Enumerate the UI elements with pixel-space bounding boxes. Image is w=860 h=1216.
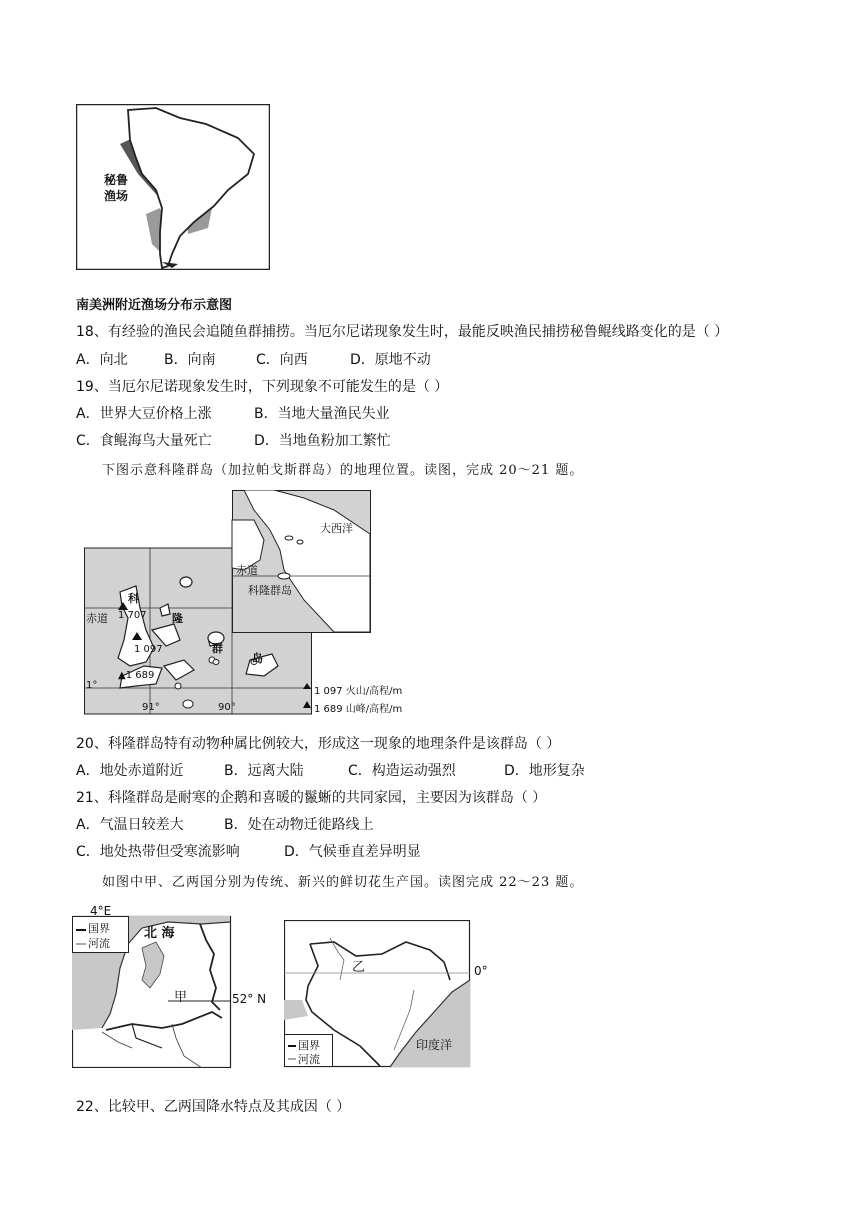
q21-option-d[interactable]: D．气候垂直差异明显: [284, 844, 421, 860]
fishery-label-line1: 秘鲁: [104, 173, 129, 187]
south-america-fishery-map: [76, 104, 270, 270]
lon-90-label: 90°: [218, 702, 236, 713]
q21-option-a[interactable]: A．气温日较差大: [76, 817, 184, 833]
indian-ocean-label: 印度洋: [416, 1038, 453, 1052]
q20-option-d[interactable]: D．地形复杂: [504, 763, 585, 779]
q22-stem: 22、比较甲、乙两国降水特点及其成因（ ）: [76, 1099, 351, 1115]
country-jia-map: [72, 904, 268, 1068]
country-yi-map: [284, 920, 494, 1068]
inset-ocean-label: 大西洋: [320, 522, 353, 535]
jia-lat-label: 52° N: [232, 992, 267, 1006]
lon-91-label: 91°: [142, 702, 160, 713]
q19-option-d[interactable]: D．当地鱼粉加工繁忙: [254, 433, 391, 449]
legend-volcano: 1 097 火山/高程/m: [314, 686, 403, 697]
yi-legend-border: 国界: [298, 1039, 320, 1052]
volcano-1097: 1 097: [134, 644, 163, 655]
lat-1-label: 1°: [86, 680, 98, 691]
q18-options: [76, 350, 776, 370]
inset-islands-label: 科隆群岛: [248, 584, 292, 597]
map1-caption: 南美洲附近渔场分布示意图: [76, 298, 233, 313]
q20-option-b[interactable]: B．远离大陆: [224, 763, 304, 779]
q20-option-a[interactable]: A．地处赤道附近: [76, 763, 184, 779]
fishery-label: [104, 172, 128, 204]
q21-options-row2: [76, 842, 776, 862]
yi-legend-river: 河流: [298, 1053, 320, 1066]
jia-legend-river: 河流: [88, 937, 110, 950]
q21-options-row1: [76, 815, 776, 835]
q19-option-b[interactable]: B．当地大量渔民失业: [254, 406, 390, 422]
intro-20-21: 下图示意科隆群岛（加拉帕戈斯群岛）的地理位置。读图，完成 20～21 题。: [102, 463, 584, 478]
galapagos-equator-label: 赤道: [86, 612, 108, 625]
galapagos-label-dao: 岛: [252, 652, 263, 665]
galapagos-label-ke: 科: [128, 592, 139, 605]
q19-option-c[interactable]: C．食鲲海鸟大量死亡: [76, 433, 212, 449]
galapagos-label-qun: 群: [212, 642, 223, 655]
jia-lon-label: 4°E: [90, 904, 112, 918]
intro-22-23: 如图中甲、乙两国分别为传统、新兴的鲜切花生产国。读图完成 22～23 题。: [102, 875, 584, 890]
galapagos-label-long: 隆: [172, 612, 183, 625]
yi-lat-label: 0°: [474, 964, 488, 978]
q20-stem: 20、科隆群岛特有动物种属比例较大，形成这一现象的地理条件是该群岛（ ）: [76, 736, 561, 752]
peak-1689: ▲1 689: [118, 670, 155, 681]
q18-option-c[interactable]: C．向西: [256, 352, 308, 368]
q18-stem: 18、有经验的渔民会追随鱼群捕捞。当厄尔尼诺现象发生时，最能反映渔民捕捞秘鲁鲲线路变化的是（ ）: [76, 324, 729, 340]
volcano-1707: 1 707: [118, 610, 147, 621]
q21-option-b[interactable]: B．处在动物迁徙路线上: [224, 817, 374, 833]
q18-option-a[interactable]: A．向北: [76, 352, 128, 368]
q18-option-d[interactable]: D．原地不动: [350, 352, 431, 368]
q19-options-row2: [76, 431, 776, 451]
q20-option-c[interactable]: C．构造运动强烈: [348, 763, 456, 779]
q19-option-a[interactable]: A．世界大豆价格上涨: [76, 406, 212, 422]
q18-option-b[interactable]: B．向南: [164, 352, 216, 368]
fishery-label-line2: 渔场: [104, 189, 129, 203]
galapagos-map: [84, 490, 424, 720]
north-sea-label: 北 海: [144, 926, 175, 941]
q20-options: [76, 761, 776, 781]
jia-legend-border: 国界: [88, 922, 110, 935]
legend-peak: 1 689 山峰/高程/m: [314, 704, 403, 715]
q19-options-row1: [76, 404, 776, 424]
q19-stem: 19、当厄尔尼诺现象发生时，下列现象不可能发生的是（ ）: [76, 379, 449, 395]
q21-option-c[interactable]: C．地处热带但受寒流影响: [76, 844, 240, 860]
inset-equator-label: 赤道: [236, 564, 258, 577]
country-jia-label: 甲: [174, 990, 188, 1005]
q21-stem: 21、科隆群岛是耐寒的企鹅和喜暖的鬣蜥的共同家园，主要因为该群岛（ ）: [76, 790, 547, 806]
country-yi-label: 乙: [352, 960, 366, 975]
